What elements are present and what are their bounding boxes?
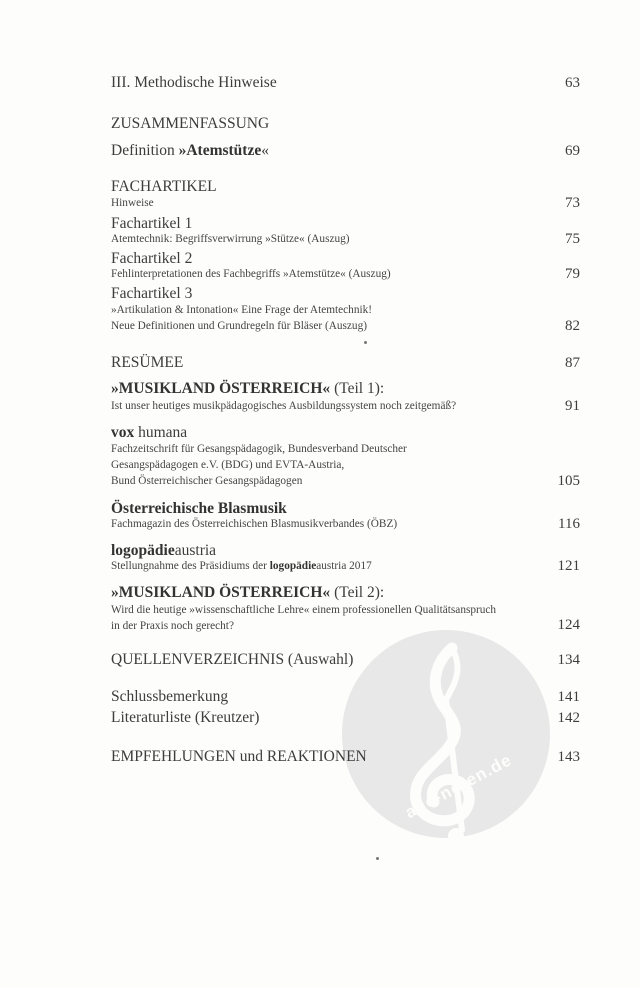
entry-label: austria (174, 542, 217, 559)
entry-subtitle: Bund Österreichischer Gesangspädagogen (111, 475, 303, 487)
toc-entry-schlussbemerkung[interactable]: Schlussbemerkung (111, 688, 229, 705)
toc-entry-quellenverzeichnis[interactable]: QUELLENVERZEICHNIS (Auswahl) (111, 651, 354, 668)
toc-entry-blasmusik[interactable] (111, 500, 580, 518)
page-number: 87 (565, 355, 580, 371)
page-number: 69 (565, 143, 580, 159)
page-number: 142 (557, 710, 580, 726)
toc-entry-empfehlungen[interactable]: EMPFEHLUNGEN und REAKTIONEN (111, 748, 367, 765)
entry-label-bold: logopädie (111, 542, 175, 559)
entry-subtitle: Fachzeitschrift für Gesangspädagogik, Bundesverband Deutscher (111, 443, 407, 455)
toc-entry-fachartikel-3[interactable]: Fachartikel 3 (111, 285, 193, 302)
entry-subtitle: Fehlinterpretationen des Fachbegriffs »Atemstütze« (Auszug) (111, 268, 391, 280)
speck (376, 857, 379, 860)
entry-subtitle: Neue Definitionen und Grundregeln für Bläser (Auszug) (111, 320, 367, 332)
entry-label: (Teil 2): (330, 584, 385, 601)
page-number: 141 (557, 689, 580, 705)
page-number: 143 (557, 749, 580, 765)
page-number: 63 (565, 75, 580, 91)
entry-subtitle: »Artikulation & Intonation« Eine Frage der Atemtechnik! (111, 304, 373, 316)
entry-subtitle: Ist unser heutiges musikpädagogisches Ausbildungssystem noch zeitgemäß? (111, 400, 457, 412)
section-heading-zusammenfassung: ZUSAMMENFASSUNG (111, 115, 270, 132)
toc-entry-musikland-1[interactable] (111, 380, 580, 398)
entry-subtitle: in der Praxis noch gerecht? (111, 620, 234, 632)
page-number: 121 (557, 558, 580, 574)
toc-entry-fachartikel-1[interactable]: Fachartikel 1 (111, 215, 193, 232)
entry-subtitle-prefix: Stellungnahme des Präsidiums der (111, 560, 270, 572)
page-number: 116 (558, 516, 580, 532)
entry-label: humana (134, 424, 188, 441)
entry-label: Definition (111, 142, 179, 159)
entry-subtitle (111, 560, 580, 572)
page-number: 82 (565, 318, 580, 334)
entry-label-bold: »MUSIKLAND ÖSTERREICH« (111, 380, 331, 397)
page-number: 105 (557, 473, 580, 489)
toc-entry-literaturliste[interactable]: Literaturliste (Kreutzer) (111, 709, 260, 726)
entry-subtitle-suffix: austria 2017 (316, 560, 372, 572)
toc-entry-hinweise[interactable]: Hinweise (111, 197, 154, 209)
page-number: 75 (565, 231, 580, 247)
entry-label-bold: vox (111, 424, 135, 441)
page-number: 134 (557, 652, 580, 668)
toc-entry-resumee[interactable]: RESÜMEE (111, 354, 184, 371)
toc-entry-musikland-2[interactable] (111, 584, 580, 602)
toc-entry-fachartikel-2[interactable]: Fachartikel 2 (111, 250, 193, 267)
entry-subtitle: Atemtechnik: Begriffsverwirrung »Stütze« (Auszug) (111, 233, 350, 245)
entry-subtitle-bold: logopädie (269, 560, 317, 572)
entry-label: III. Methodische Hinweise (111, 74, 277, 91)
entry-subtitle: Fachmagazin des Österreichischen Blasmusikverbandes (ÖBZ) (111, 518, 398, 530)
entry-label-bold: Österreichische Blasmusik (111, 500, 287, 517)
page-number: 79 (565, 266, 580, 282)
page-number: 124 (557, 617, 580, 633)
entry-subtitle: Gesangspädagogen e.V. (BDG) und EVTA-Austria, (111, 459, 345, 471)
section-heading-fachartikel: FACHARTIKEL (111, 178, 217, 195)
toc-entry-logopaedie[interactable] (111, 542, 580, 560)
entry-label: (Teil 1): (330, 380, 385, 397)
page-number: 73 (565, 195, 580, 211)
page-number: 91 (565, 398, 580, 414)
watermark-text: alle-noten.de (402, 750, 516, 823)
toc-entry-vox-humana[interactable] (111, 424, 580, 442)
toc-entry-definition[interactable] (111, 142, 580, 160)
entry-subtitle: Wird die heutige »wissenschaftliche Lehre« einem professionellen Qualitätsanspruch (111, 604, 497, 616)
toc-entry-methodische[interactable] (111, 74, 580, 92)
entry-label-bold: »MUSIKLAND ÖSTERREICH« (111, 584, 331, 601)
entry-label-suffix: « (261, 142, 269, 159)
speck (364, 341, 367, 344)
entry-label-bold: »Atemstütze (178, 142, 262, 159)
